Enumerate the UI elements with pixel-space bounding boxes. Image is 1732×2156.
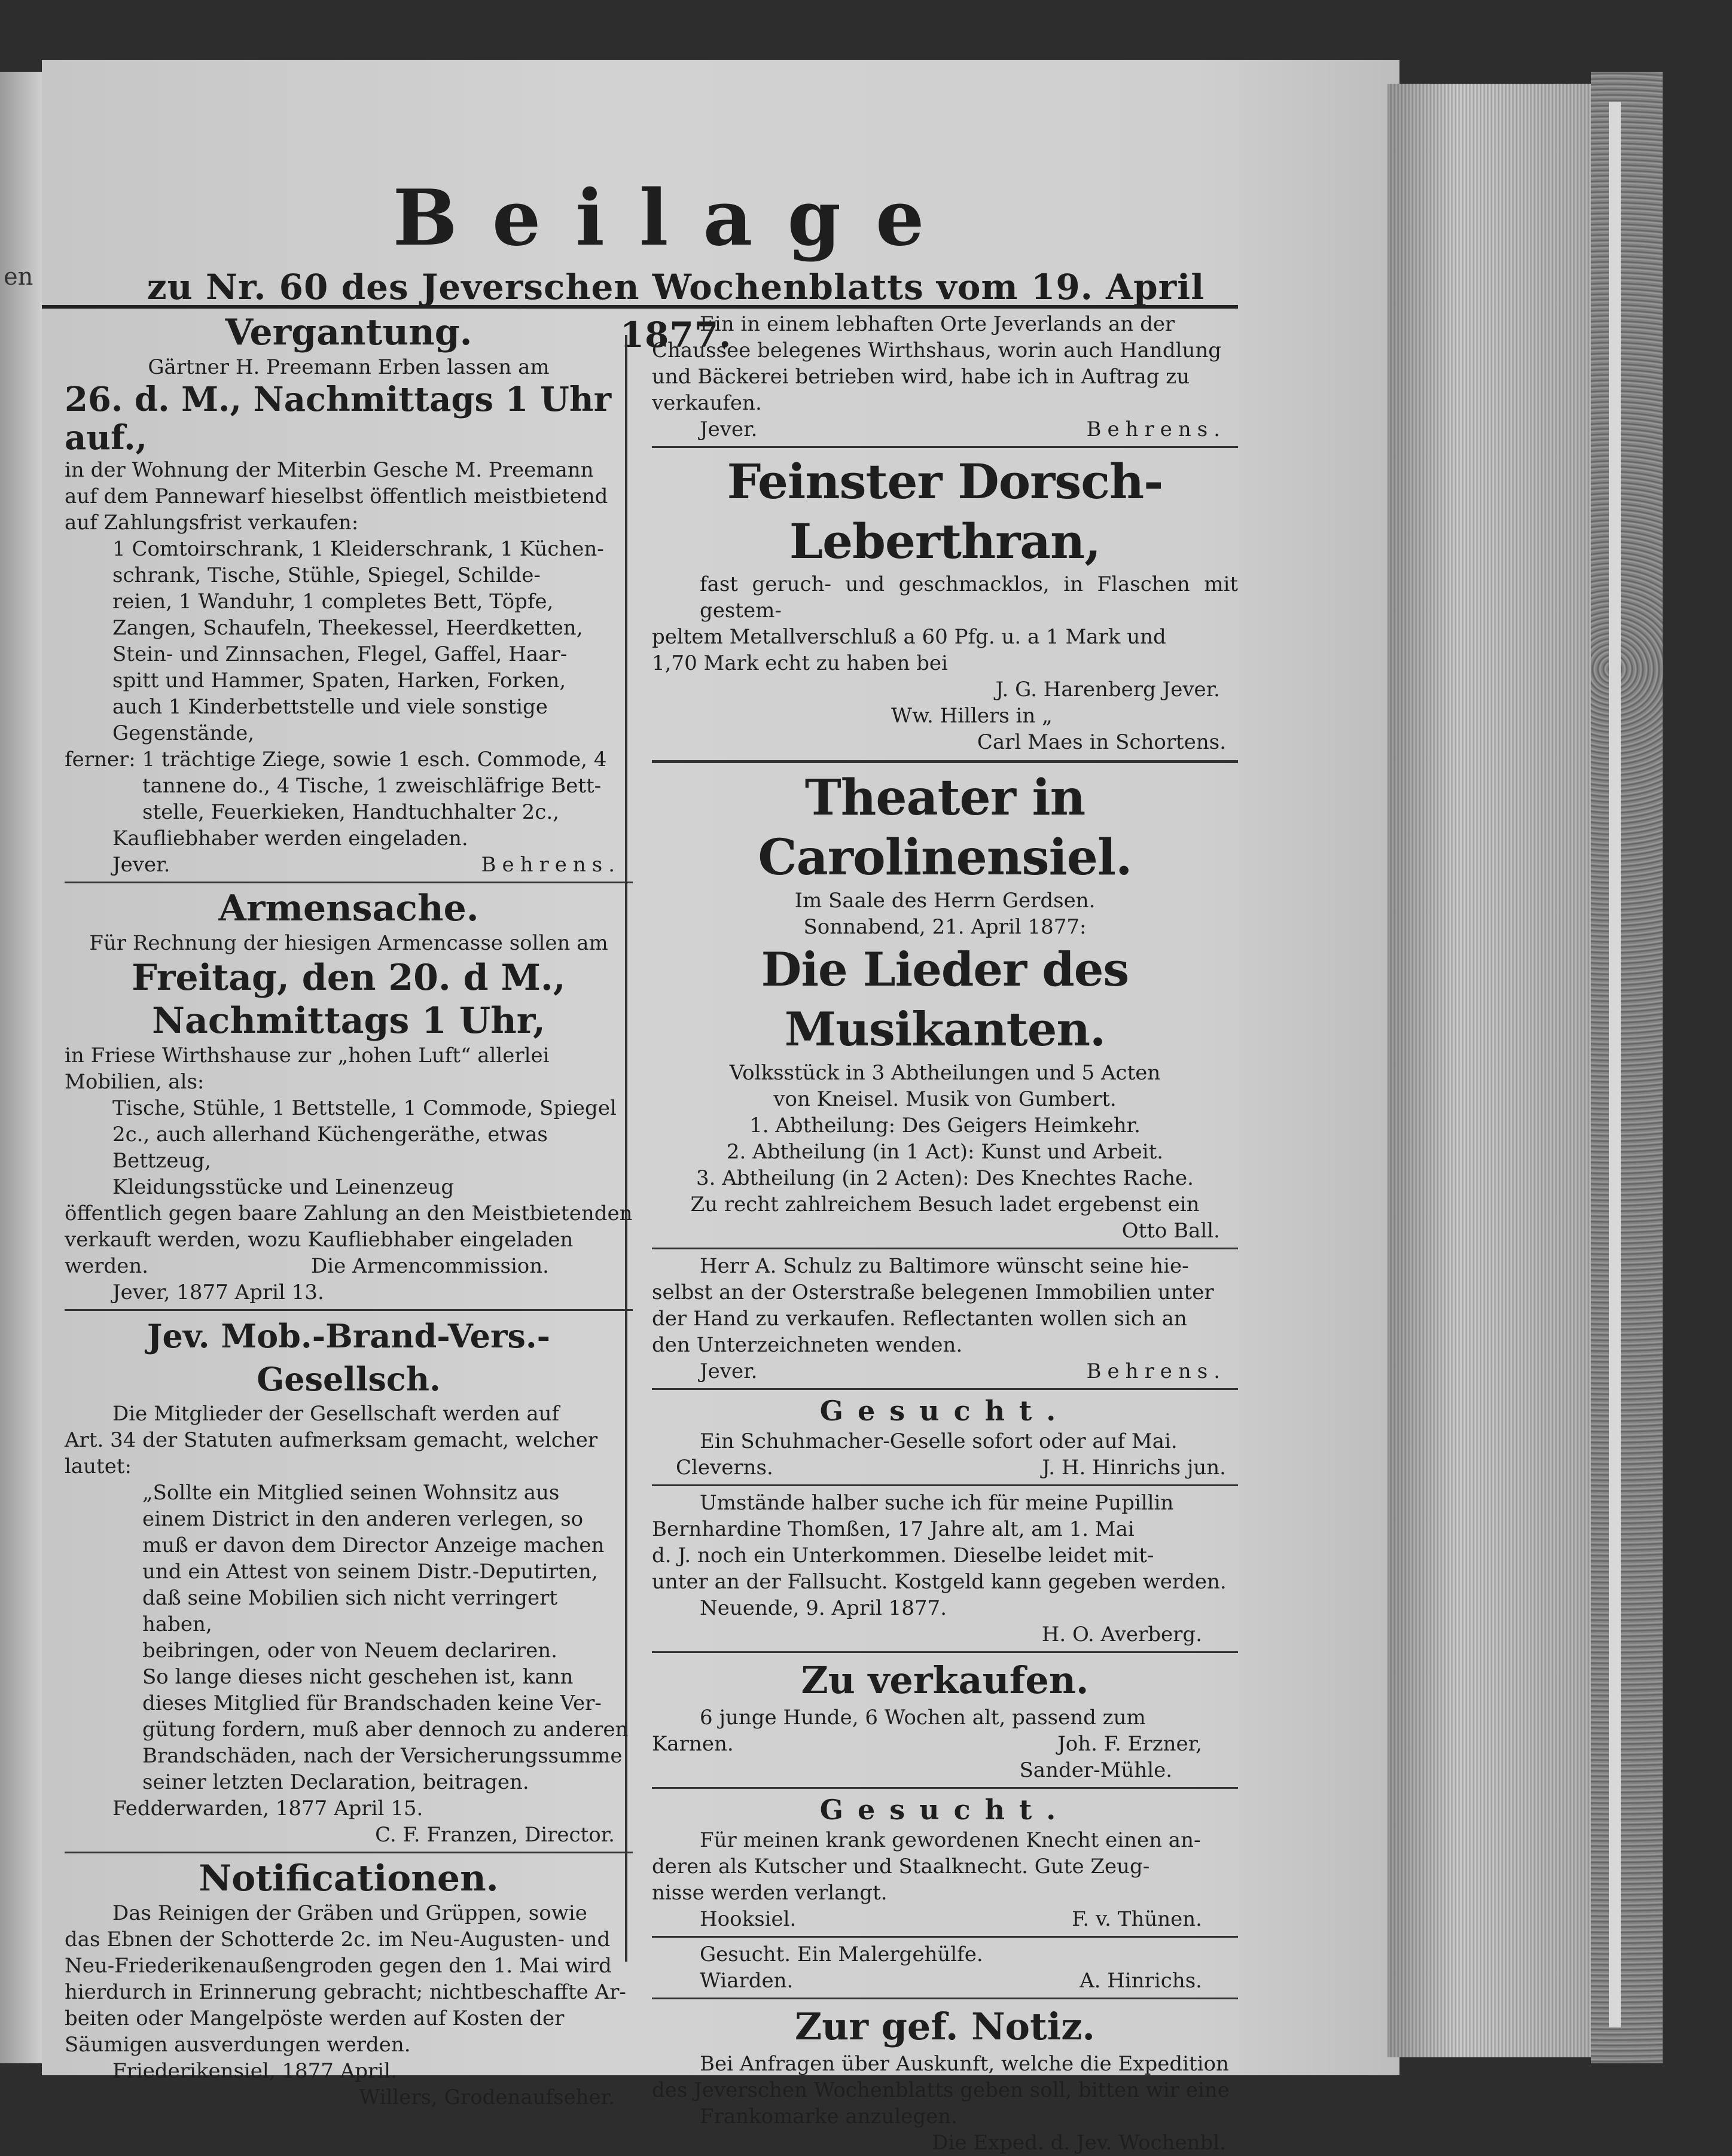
ad-place: Jever. bbox=[700, 1359, 758, 1383]
ad-place: Wiarden. bbox=[700, 1969, 794, 1993]
ad-place: Cleverns. bbox=[676, 1456, 773, 1480]
ad-schulz bbox=[652, 1253, 1238, 1385]
ad-text: Mobilien, als: bbox=[65, 1070, 205, 1094]
ad-signature: H. O. Averberg. bbox=[1041, 1623, 1202, 1646]
book-cover bbox=[1591, 72, 1663, 2063]
ad-text: 2. Abtheilung (in 1 Act): Kunst und Arbeit. bbox=[726, 1140, 1164, 1164]
ad-quote-line: gütung fordern, muß aber dennoch zu anderen bbox=[142, 1718, 629, 1742]
ad-text: das Ebnen der Schotterde 2c. im Neu-Augusten- und bbox=[65, 1928, 611, 1951]
ad-quote-line: daß seine Mobilien sich nicht verringert haben, bbox=[142, 1586, 557, 1636]
ad-heading: Zur gef. Notiz. bbox=[794, 2005, 1096, 2048]
ad-item-line: Tische, Stühle, 1 Bettstelle, 1 Commode, Spiegel bbox=[112, 1096, 617, 1120]
ad-notiz bbox=[652, 2003, 1238, 2156]
ad-text: fast geruch- und geschmacklos, in Flaschen mit gestem- bbox=[700, 572, 1238, 623]
ad-item-line: 2c., auch allerhand Küchengeräthe, etwas Bettzeug, bbox=[112, 1123, 548, 1173]
ad-zu-verkaufen bbox=[652, 1657, 1238, 1783]
ad-heading: Zu verkaufen. bbox=[801, 1658, 1089, 1702]
ad-quote-line: muß er davon dem Director Anzeige machen bbox=[142, 1533, 605, 1557]
ad-text: nisse werden verlangt. bbox=[652, 1881, 888, 1905]
ad-text: von Kneisel. Musik von Gumbert. bbox=[773, 1087, 1117, 1111]
ad-text: der Hand zu verkaufen. Reflectanten wollen sich an bbox=[652, 1307, 1187, 1331]
ad-text: lautet: bbox=[65, 1454, 132, 1478]
ad-quote-line: seiner letzten Declaration, beitragen. bbox=[142, 1770, 529, 1794]
ad-dateline: Jever, 1877 April 13. bbox=[112, 1280, 324, 1304]
ad-item-line: Zangen, Schaufeln, Theekessel, Heerdketten, bbox=[112, 616, 583, 640]
ad-text: Bernhardine Thomßen, 17 Jahre alt, am 1. Mai bbox=[652, 1517, 1135, 1541]
ad-text: den Unterzeichneten wenden. bbox=[652, 1333, 963, 1357]
ad-text: Herr A. Schulz zu Baltimore wünscht seine hie- bbox=[700, 1254, 1189, 1278]
ad-text: auf dem Pannewarf hieselbst öffentlich meistbietend bbox=[65, 484, 608, 508]
cover-board-edge bbox=[1609, 102, 1621, 2027]
ad-text: beiten oder Mangelpöste werden auf Kosten der bbox=[65, 2006, 565, 2030]
right-column bbox=[652, 311, 1238, 2156]
ad-separator bbox=[652, 1787, 1238, 1789]
ad-text: öffentlich gegen baare Zahlung an den Meistbietenden bbox=[65, 1201, 633, 1225]
ad-quote-line: dieses Mitglied für Brandschaden keine Ver- bbox=[142, 1691, 602, 1715]
ad-separator bbox=[65, 1852, 633, 1853]
ad-place: Jever. bbox=[700, 417, 758, 441]
ad-text: Die Mitglieder der Gesellschaft werden auf bbox=[112, 1402, 560, 1426]
ad-quote-line: So lange dieses nicht geschehen ist, kann bbox=[142, 1665, 574, 1689]
ad-text: 3. Abtheilung (in 2 Acten): Des Knechtes Rache. bbox=[696, 1166, 1194, 1190]
ad-text: Frankomarke anzulegen. bbox=[700, 2105, 958, 2128]
ad-separator bbox=[652, 1484, 1238, 1486]
ad-text: Ein in einem lebhaften Orte Jeverlands an der bbox=[700, 312, 1175, 336]
left-page-edge bbox=[0, 72, 42, 2063]
ad-text: verkauft werden, wozu Kaufliebhaber eingeladen bbox=[65, 1228, 574, 1252]
ad-separator bbox=[652, 446, 1238, 448]
ad-text: in der Wohnung der Miterbin Gesche M. Preemann bbox=[65, 458, 594, 482]
ad-date: Freitag, den 20. d M., bbox=[132, 957, 566, 999]
ad-signature: Behrens. bbox=[1086, 417, 1226, 441]
page-edges-shade bbox=[1388, 84, 1615, 2057]
ad-text: Ein Schuhmacher-Geselle sofort oder auf Mai. bbox=[700, 1429, 1178, 1453]
ad-heading: Theater in Carolinensiel. bbox=[758, 769, 1132, 886]
ad-signature: F. v. Thünen. bbox=[1072, 1907, 1202, 1931]
ad-item-line: Kleidungsstücke und Leinenzeug bbox=[112, 1175, 455, 1199]
ad-text: Bei Anfragen über Auskunft, welche die Expedition bbox=[700, 2052, 1229, 2076]
ad-quote-line: und ein Attest von seinem Distr.-Deputirten, bbox=[142, 1560, 598, 1584]
ad-text: ferner: 1 trächtige Ziege, sowie 1 esch. Commode, 4 bbox=[65, 748, 607, 771]
ad-theater bbox=[652, 768, 1238, 1244]
ad-text: Das Reinigen der Gräben und Grüppen, sowie bbox=[112, 1901, 587, 1925]
ad-signature: Behrens. bbox=[481, 853, 621, 877]
left-column bbox=[65, 311, 633, 2111]
ad-signature-place: Sander-Mühle. bbox=[1019, 1758, 1172, 1782]
ad-item-line: Stein- und Zinnsachen, Flegel, Gaffel, Haar- bbox=[112, 642, 568, 666]
ad-text: Umstände halber suche ich für meine Pupillin bbox=[700, 1491, 1174, 1515]
ad-text: d. J. noch ein Unterkommen. Dieselbe leidet mit- bbox=[652, 1544, 1154, 1568]
ad-text: Volksstück in 3 Abtheilungen und 5 Acten bbox=[729, 1061, 1161, 1085]
ad-text: werden. bbox=[65, 1254, 149, 1278]
ad-text: selbst an der Osterstraße belegenen Immobilien unter bbox=[652, 1280, 1214, 1304]
ad-venue: Im Saale des Herrn Gerdsen. bbox=[794, 889, 1096, 913]
ad-signature: Behrens. bbox=[1086, 1359, 1226, 1383]
ad-quote-line: „Sollte ein Mitglied seinen Wohnsitz aus bbox=[142, 1481, 560, 1505]
ad-dateline: Neuende, 9. April 1877. bbox=[700, 1596, 947, 1620]
ad-text: stelle, Feuerkieken, Handtuchhalter 2c., bbox=[142, 800, 559, 824]
ad-text: Karnen. bbox=[652, 1732, 734, 1756]
ad-text: des Jeverschen Wochenblatts geben soll, bitten wir eine bbox=[652, 2078, 1230, 2102]
ad-gesucht-knecht bbox=[652, 1792, 1238, 1932]
ad-signature: Otto Ball. bbox=[1121, 1219, 1220, 1243]
ad-text: in Friese Wirthshause zur „hohen Luft“ allerlei bbox=[65, 1044, 550, 1068]
ad-leberthran bbox=[652, 452, 1238, 755]
ad-text: Säumigen ausverdungen werden. bbox=[65, 2033, 411, 2057]
ad-text: 6 junge Hunde, 6 Wochen alt, passend zum bbox=[700, 1706, 1146, 1730]
ad-separator bbox=[652, 760, 1238, 763]
ad-text: Gärtner H. Preemann Erben lassen am bbox=[148, 355, 550, 379]
ad-heading: Feinster Dorsch-Leberthran, bbox=[727, 453, 1163, 569]
ad-signature: Joh. F. Erzner, bbox=[1057, 1732, 1202, 1756]
ad-time: Nachmittags 1 Uhr, bbox=[152, 1000, 545, 1042]
ad-signature: C. F. Franzen, Director. bbox=[375, 1823, 615, 1847]
ad-armensache bbox=[65, 887, 633, 1306]
ad-text: verkaufen. bbox=[652, 391, 762, 415]
ad-heading: Gesucht. bbox=[819, 1395, 1071, 1427]
ad-quote-line: Brandschäden, nach der Versicherungssumme bbox=[142, 1744, 623, 1768]
ad-heading: Notificationen. bbox=[199, 1858, 499, 1899]
ad-text: Art. 34 der Statuten aufmerksam gemacht, welcher bbox=[65, 1428, 598, 1452]
ad-signature: Die Armencommission. bbox=[311, 1254, 549, 1278]
ad-notificationen bbox=[65, 1857, 633, 2111]
ad-versicherung bbox=[65, 1315, 633, 1848]
ad-text: Für Rechnung der hiesigen Armencasse sollen am bbox=[89, 931, 608, 955]
ad-text: hierdurch in Erinnerung gebracht; nichtbeschaffte Ar- bbox=[65, 1980, 626, 2004]
ad-place: Jever. bbox=[112, 853, 170, 877]
ad-text: Zu recht zahlreichem Besuch ladet ergebenst ein bbox=[690, 1193, 1200, 1216]
ad-text: Gesucht. Ein Malergehülfe. bbox=[700, 1942, 983, 1966]
ad-heading: Vergantung. bbox=[225, 312, 472, 353]
ad-text: Neu-Friederikenaußengroden gegen den 1. Mai wird bbox=[65, 1954, 612, 1978]
ad-seller: J. G. Harenberg Jever. bbox=[995, 678, 1220, 702]
ad-seller: Carl Maes in Schortens. bbox=[977, 730, 1226, 754]
ad-wirthshaus bbox=[652, 311, 1238, 443]
ad-text: deren als Kutscher und Staalknecht. Gute Zeug- bbox=[652, 1855, 1150, 1879]
ad-separator bbox=[65, 882, 633, 883]
ad-separator bbox=[652, 1936, 1238, 1938]
ad-separator bbox=[65, 1309, 633, 1311]
ad-heading: Gesucht. bbox=[819, 1794, 1071, 1826]
ad-signature: Willers, Grodenaufseher. bbox=[359, 2085, 615, 2109]
ad-pupillin bbox=[652, 1490, 1238, 1648]
ad-item-line: auch 1 Kinderbettstelle und viele sonstige bbox=[112, 695, 548, 719]
ad-vergantung bbox=[65, 311, 633, 878]
page-subtitle: zu Nr. 60 des Jeverschen Wochenblatts vom 19. April 1877. bbox=[147, 267, 1205, 355]
ad-text: unter an der Fallsucht. Kostgeld kann gegeben werden. bbox=[652, 1570, 1227, 1594]
ad-separator bbox=[652, 1651, 1238, 1653]
ad-signature: Die Exped. d. Jev. Wochenbl. bbox=[932, 2131, 1226, 2155]
ad-text: Chaussee belegenes Wirthshaus, worin auch Handlung bbox=[652, 339, 1222, 362]
ad-signature: J. H. Hinrichs jun. bbox=[1042, 1456, 1226, 1480]
ad-separator bbox=[652, 1998, 1238, 1999]
ad-quote-line: beibringen, oder von Neuem declariren. bbox=[142, 1639, 557, 1663]
ad-item-line: schrank, Tische, Stühle, Spiegel, Schilde- bbox=[112, 563, 541, 587]
ad-text: auf Zahlungsfrist verkaufen: bbox=[65, 511, 359, 535]
ad-date: 26. d. M., Nachmittags 1 Uhr auf., bbox=[65, 380, 612, 458]
ad-text: und Bäckerei betrieben wird, habe ich in Auftrag zu bbox=[652, 365, 1190, 389]
ad-text: 1. Abtheilung: Des Geigers Heimkehr. bbox=[749, 1114, 1141, 1138]
ad-malergehuelfe bbox=[652, 1941, 1238, 1994]
ad-heading: Jev. Mob.-Brand-Vers.-Gesellsch. bbox=[147, 1317, 551, 1398]
ad-quote-line: einem District in den anderen verlegen, so bbox=[142, 1507, 584, 1531]
ad-dateline: Fedderwarden, 1877 April 15. bbox=[112, 1797, 423, 1820]
ad-seller: Ww. Hillers in „ bbox=[891, 704, 1053, 728]
ad-separator bbox=[652, 1248, 1238, 1249]
ad-item-line: reien, 1 Wanduhr, 1 completes Bett, Töpfe, bbox=[112, 590, 554, 614]
ad-heading: Armensache. bbox=[218, 888, 479, 929]
header-rule bbox=[42, 305, 1238, 309]
ad-text: 1,70 Mark echt zu haben bei bbox=[652, 651, 948, 675]
ad-gesucht-schuhmacher bbox=[652, 1393, 1238, 1481]
ad-play-title: Die Lieder des Musikanten. bbox=[761, 943, 1129, 1057]
ad-text: Kaufliebhaber werden eingeladen. bbox=[112, 827, 468, 850]
left-page-fragment: en bbox=[4, 263, 33, 291]
ad-dateline: Friederikensiel, 1877 April. bbox=[112, 2059, 397, 2083]
ad-signature: A. Hinrichs. bbox=[1080, 1969, 1202, 1993]
ad-item-line: spitt und Hammer, Spaten, Harken, Forken, bbox=[112, 669, 566, 693]
page-title: Beilage bbox=[392, 173, 959, 263]
ad-separator bbox=[652, 1388, 1238, 1390]
ad-place: Hooksiel. bbox=[700, 1907, 797, 1931]
ad-text: tannene do., 4 Tische, 1 zweischläfrige Bett- bbox=[142, 774, 602, 798]
ad-date: Sonnabend, 21. April 1877: bbox=[803, 915, 1087, 939]
ad-item-line: 1 Comtoirschrank, 1 Kleiderschrank, 1 Küchen- bbox=[112, 537, 604, 561]
ad-text: peltem Metallverschluß a 60 Pfg. u. a 1 Mark und bbox=[652, 625, 1166, 649]
ad-item-line: Gegenstände, bbox=[112, 721, 255, 745]
ad-text: Für meinen krank gewordenen Knecht einen an- bbox=[700, 1828, 1201, 1852]
